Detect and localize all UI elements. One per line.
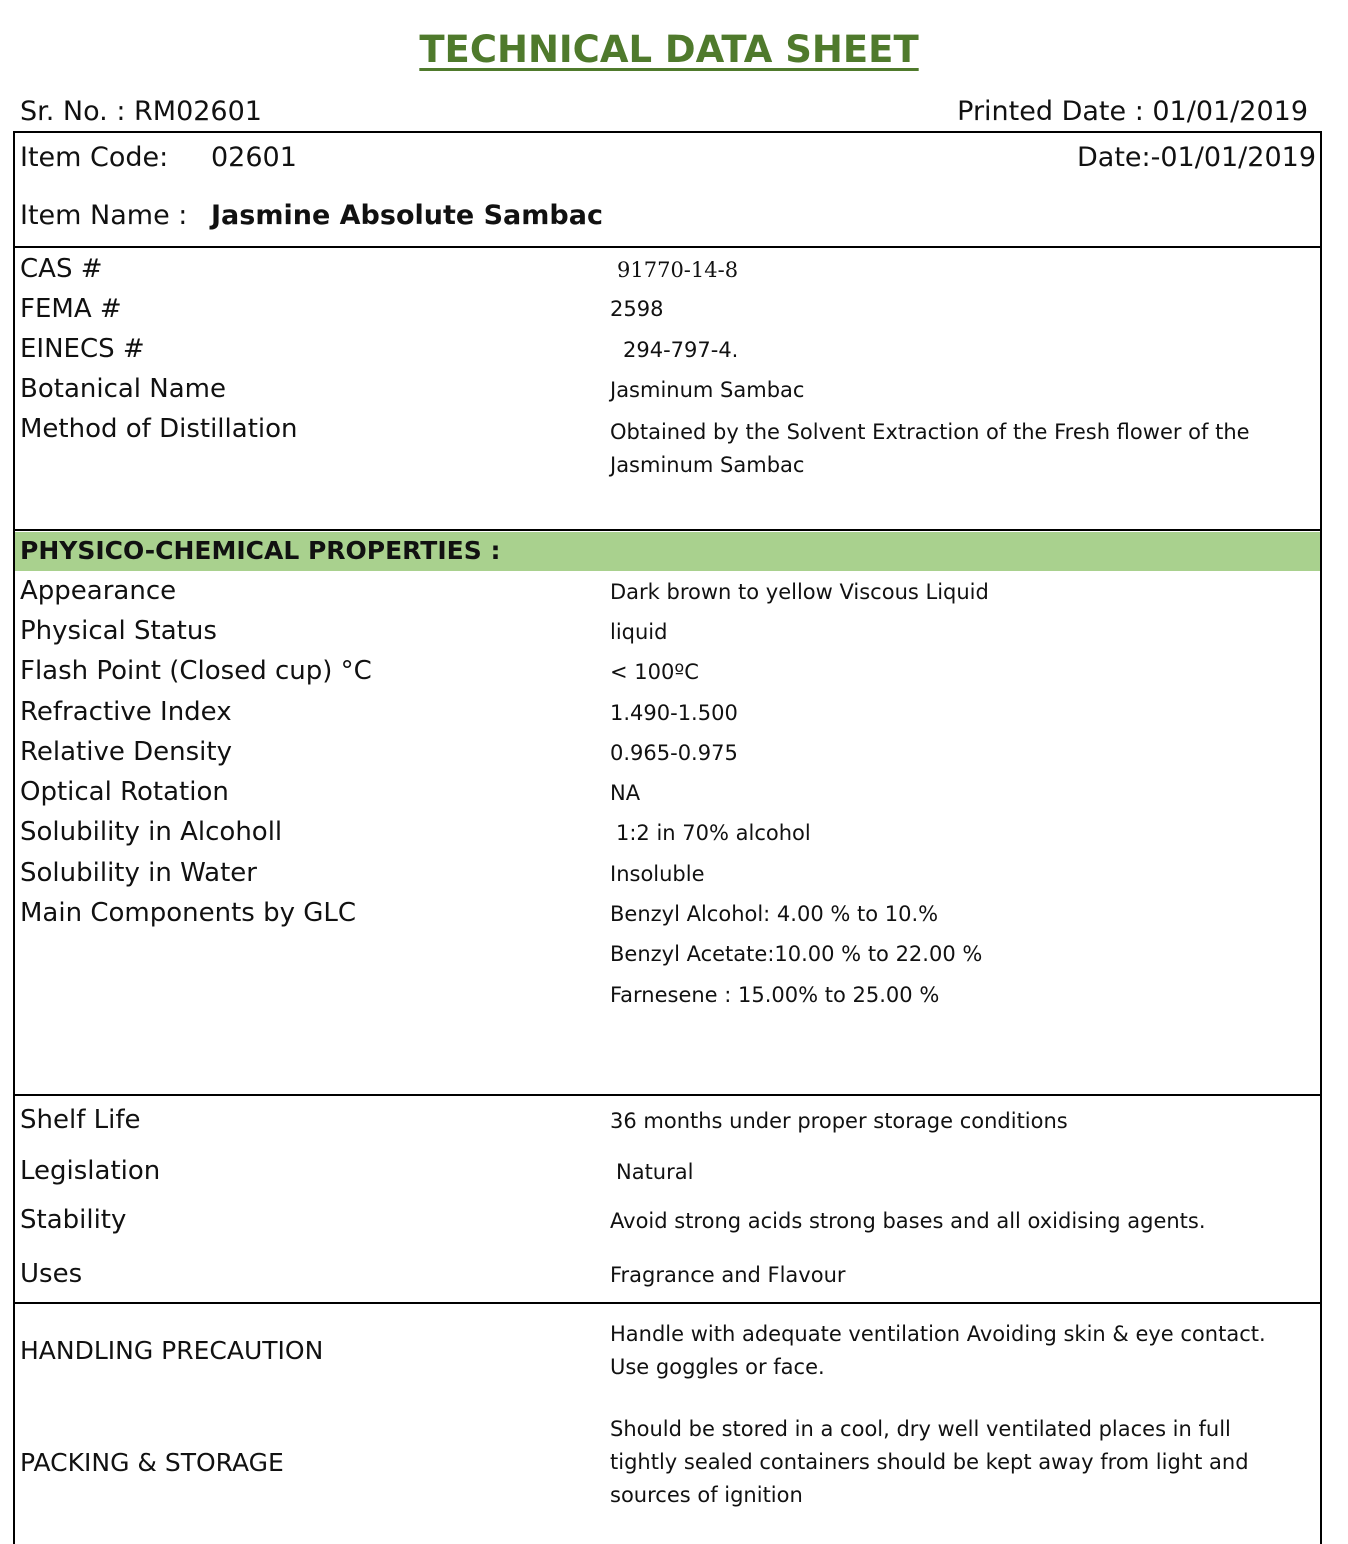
serial-number: Sr. No. : RM02601: [20, 96, 262, 127]
physical-status-value: liquid: [610, 620, 668, 644]
relative-density-label: Relative Density: [20, 737, 232, 767]
item-code-label: Item Code:: [20, 142, 169, 173]
legislation-value: Natural: [616, 1160, 694, 1184]
item-name-value: Jasmine Absolute Sambac: [211, 200, 603, 231]
item-name-label: Item Name :: [20, 200, 188, 231]
cas-value: 91770-14-8: [617, 258, 739, 282]
solubility-alcohol-label: Solubility in Alcoholl: [20, 817, 283, 847]
optical-rotation-value: NA: [610, 781, 641, 805]
stability-label: Stability: [20, 1205, 127, 1235]
distillation-method-value: Obtained by the Solvent Extraction of the Fresh flower of the Jasminum Sambac: [610, 420, 1250, 477]
physico-section-divider: [13, 529, 1322, 531]
einecs-label: EINECS #: [20, 334, 145, 364]
table-right-border: [1320, 131, 1322, 1544]
physical-status-label: Physical Status: [20, 616, 217, 646]
flash-point-value: < 100ºC: [610, 660, 699, 684]
handling-section-divider: [13, 1302, 1322, 1304]
fema-label: FEMA #: [20, 294, 122, 324]
component-farnesene: Farnesene : 15.00% to 25.00 %: [610, 983, 940, 1007]
packing-storage-label: PACKING & STORAGE: [20, 1448, 284, 1477]
distillation-method-label: Method of Distillation: [20, 414, 298, 444]
printed-date: Printed Date : 01/01/2019: [957, 96, 1308, 127]
general-section-divider: [13, 1094, 1322, 1096]
item-code-value: 02601: [211, 142, 297, 173]
physico-heading: PHYSICO-CHEMICAL PROPERTIES :: [20, 536, 501, 565]
fema-value: 2598: [610, 297, 664, 321]
main-components-label: Main Components by GLC: [20, 898, 357, 928]
component-benzyl-acetate: Benzyl Acetate:10.00 % to 22.00 %: [610, 942, 983, 966]
relative-density-value: 0.965-0.975: [610, 741, 738, 765]
table-left-border: [13, 131, 15, 1544]
botanical-name-label: Botanical Name: [20, 374, 226, 404]
document-title: [0, 28, 1338, 71]
refractive-index-value: 1.490-1.500: [610, 701, 738, 725]
appearance-label: Appearance: [20, 576, 177, 606]
shelf-life-label: Shelf Life: [20, 1105, 141, 1135]
handling-precaution-value: Handle with adequate ventilation Avoiding skin & eye contact. Use goggles or face.: [610, 1322, 1266, 1379]
shelf-life-value: 36 months under proper storage conditions: [610, 1109, 1068, 1133]
optical-rotation-label: Optical Rotation: [20, 777, 229, 807]
item-section-divider: [13, 246, 1322, 248]
component-benzyl-alcohol: Benzyl Alcohol: 4.00 % to 10.%: [610, 902, 939, 926]
stability-value: Avoid strong acids strong bases and all oxidising agents.: [610, 1209, 1206, 1233]
table-top-border: [13, 131, 1322, 133]
flash-point-label: Flash Point (Closed cup) °C: [20, 656, 372, 686]
solubility-water-value: Insoluble: [610, 862, 705, 886]
einecs-value: 294-797-4.: [623, 338, 739, 362]
handling-precaution-label: HANDLING PRECAUTION: [20, 1336, 324, 1365]
botanical-name-value: Jasminum Sambac: [610, 378, 805, 402]
document-title-text: TECHNICAL DATA SHEET: [419, 28, 919, 71]
solubility-water-label: Solubility in Water: [20, 858, 257, 888]
item-date: Date:-01/01/2019: [1077, 142, 1316, 173]
refractive-index-label: Refractive Index: [20, 697, 232, 727]
packing-storage-value: Should be stored in a cool, dry well ventilated places in full tightly sealed containers should be kept away from light and sources of ignition: [610, 1417, 1249, 1507]
appearance-value: Dark brown to yellow Viscous Liquid: [610, 580, 989, 604]
solubility-alcohol-value: 1:2 in 70% alcohol: [616, 821, 811, 845]
uses-value: Fragrance and Flavour: [610, 1263, 846, 1287]
legislation-label: Legislation: [20, 1156, 161, 1186]
uses-label: Uses: [20, 1259, 83, 1289]
cas-label: CAS #: [20, 254, 103, 284]
